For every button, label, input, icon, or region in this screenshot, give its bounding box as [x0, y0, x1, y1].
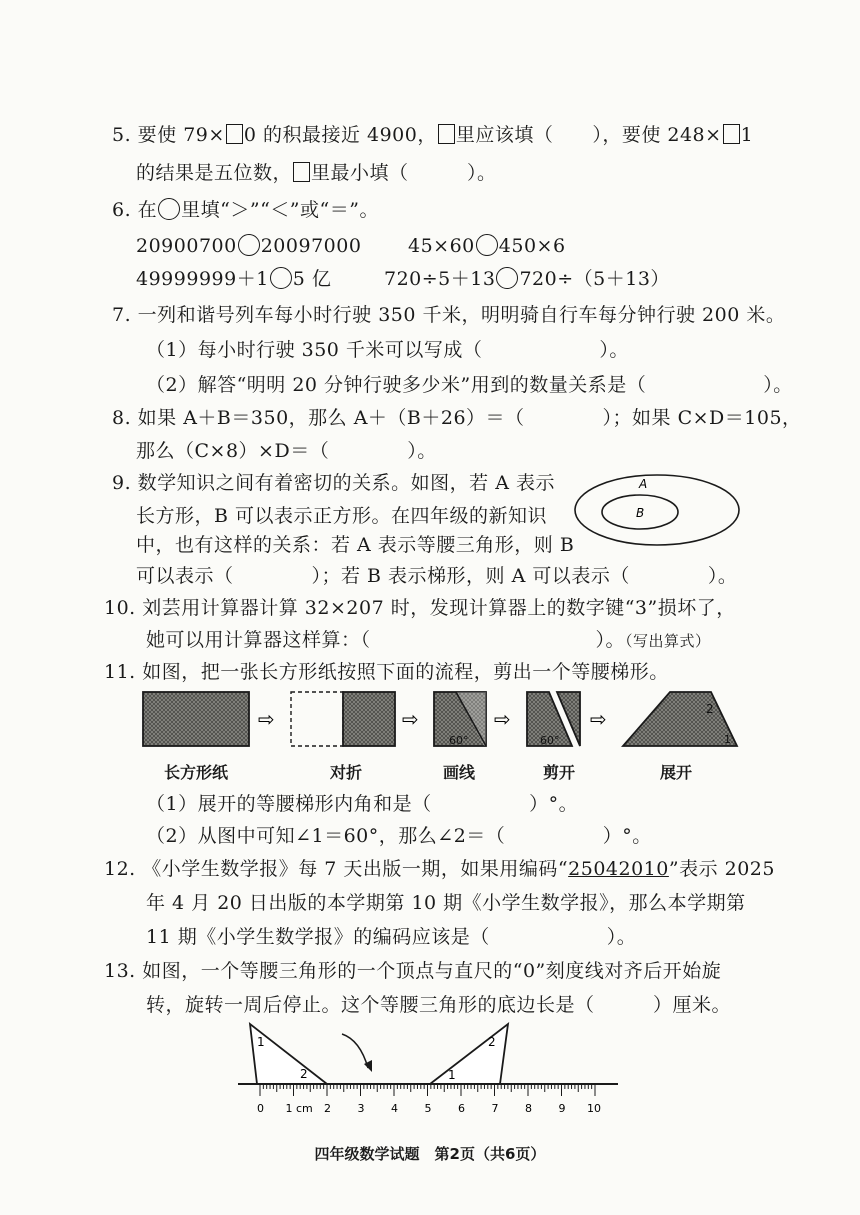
q5-line1 — [112, 122, 753, 148]
ruler-label: 10 — [587, 1102, 601, 1115]
q6-r2a — [136, 266, 331, 292]
q7-line2: （1）每小时行驶 350 千米可以写成（ ）。 — [146, 339, 629, 361]
fold-half — [343, 692, 395, 746]
ruler-label: 5 — [424, 1102, 432, 1115]
venn-label-b: B — [636, 506, 645, 520]
text: ”表示 2025 — [668, 858, 775, 880]
tri-angle-1-label: 1 — [448, 1068, 456, 1082]
arrow-icon: ⇨ — [258, 707, 275, 731]
text: 6. 在 — [112, 199, 158, 221]
ruler-label: 7 — [491, 1102, 499, 1115]
text: 里应该填（ ），要使 248× — [455, 124, 722, 146]
blank-box — [438, 124, 455, 144]
venn-diagram — [572, 470, 742, 550]
angle-label: 60° — [449, 734, 469, 747]
caption-draw: 画线 — [443, 763, 476, 782]
ruler-label: 3 — [357, 1102, 365, 1115]
q13-line2: 转，旋转一周后停止。这个等腰三角形的底边长是（ ）厘米。 — [146, 994, 732, 1016]
ruler-label: 9 — [558, 1102, 566, 1115]
q7-line3: （2）解答“明明 20 分钟行驶多少米”用到的数量关系是（ ）。 — [146, 374, 793, 396]
text: 里填“＞”“＜”或“＝”。 — [181, 199, 379, 221]
arrow-head-icon — [364, 1060, 372, 1072]
caption-cut: 剪开 — [543, 763, 576, 782]
triangle-rotated — [430, 1024, 508, 1084]
tri-angle-1-label: 1 — [257, 1035, 265, 1049]
q11-line1: 11. 如图，把一张长方形纸按照下面的流程，剪出一个等腰梯形。 — [104, 661, 669, 683]
arrow-icon: ⇨ — [590, 707, 607, 731]
ruler-label: 0 — [257, 1102, 264, 1115]
text: 720÷（5＋13） — [519, 268, 670, 290]
text: 720÷5＋13 — [384, 268, 496, 290]
isosceles-trapezoid — [623, 692, 737, 746]
ruler-labels — [257, 1102, 601, 1115]
fold-dashed — [291, 692, 343, 746]
q12-line2: 年 4 月 20 日出版的本学期第 10 期《小学生数学报》，那么本学期第 — [146, 892, 746, 914]
text: 她可以用计算器这样算：（ — [146, 629, 371, 651]
compare-circle — [476, 234, 498, 256]
caption-rect-paper: 长方形纸 — [164, 763, 229, 782]
paper-rect — [143, 692, 249, 746]
compare-circle — [496, 267, 518, 289]
q9-line4: 可以表示（ ）；若 B 表示梯形，则 A 可以表示（ ）。 — [136, 565, 738, 587]
q6-r1a — [136, 233, 361, 259]
q6-title — [112, 197, 379, 223]
code-underlined: 25042010 — [568, 858, 669, 880]
q8-line1: 8. 如果 A＋B＝350，那么 A＋（B＋26）＝（ ）；如果 C×D＝105， — [112, 407, 802, 429]
ruler-label: 1 cm — [285, 1102, 313, 1115]
text: 12. 《小学生数学报》每 7 天出版一期，如果用编码“ — [104, 858, 569, 880]
q13-line1: 13. 如图，一个等腰三角形的一个顶点与直尺的“0”刻度线对齐后开始旋 — [104, 960, 722, 982]
caption-fold: 对折 — [330, 763, 363, 782]
ruler-figure — [230, 1016, 630, 1121]
caption-unfold: 展开 — [660, 763, 693, 782]
arrow-icon: ⇨ — [402, 707, 419, 731]
outer-ellipse — [575, 475, 739, 545]
blank-box — [226, 124, 243, 144]
compare-circle — [270, 267, 292, 289]
angle-1-label: 1 — [724, 733, 731, 746]
hint: （写出算式） — [625, 632, 711, 650]
q7-line1: 7. 一列和谐号列车每小时行驶 350 千米，明明骑自行车每分钟行驶 200 米。 — [112, 304, 786, 326]
text: 的结果是五位数， — [136, 162, 293, 184]
text: 49999999＋1 — [136, 268, 269, 290]
rotate-arrow — [342, 1034, 368, 1068]
blank-box — [293, 162, 310, 182]
q6-r1b — [408, 233, 566, 259]
ruler-label: 2 — [324, 1102, 331, 1115]
text: 20900700 — [136, 235, 237, 257]
ruler-label: 8 — [525, 1102, 532, 1115]
text: 里最小填（ ）。 — [311, 162, 497, 184]
angle-label: 60° — [540, 734, 560, 747]
blank-box — [723, 124, 740, 144]
text: 45×60 — [408, 235, 475, 257]
compare-circle — [238, 234, 260, 256]
q12-line1 — [104, 856, 775, 882]
page-footer: 四年级数学试题 第2页（共6页） — [314, 1145, 546, 1163]
tri-angle-2-label: 2 — [488, 1035, 496, 1049]
arrow-icon: ⇨ — [494, 707, 511, 731]
q10-line2 — [146, 627, 711, 654]
triangle-start — [250, 1024, 327, 1084]
text: 5. 要使 79× — [112, 124, 225, 146]
q5-line2 — [136, 160, 497, 186]
text: 5 亿 — [292, 268, 332, 290]
q12-line3: 11 期《小学生数学报》的编码应该是（ ）。 — [146, 926, 637, 948]
text: 20097000 — [260, 235, 362, 257]
q9-line2: 长方形，B 可以表示正方形。在四年级的新知识 — [136, 505, 548, 527]
text: ）。 — [595, 629, 626, 651]
ruler-label: 4 — [391, 1102, 398, 1115]
q6-r2b — [384, 266, 670, 292]
text: 450×6 — [498, 235, 566, 257]
q9-line1: 9. 数学知识之间有着密切的关系。如图，若 A 表示 — [112, 472, 555, 494]
q8-line2: 那么（C×8）×D＝（ ）。 — [136, 440, 437, 462]
tri-angle-2-label: 2 — [300, 1067, 308, 1081]
text: 0 的积最接近 4900， — [243, 124, 437, 146]
text: 1 — [740, 124, 754, 146]
trapezoid-flow-figure — [140, 686, 740, 756]
q11-sub1: （1）展开的等腰梯形内角和是（ ）°。 — [146, 793, 579, 815]
q11-sub2: （2）从图中可知∠1＝60°，那么∠2＝（ ）°。 — [146, 825, 652, 847]
angle-2-label: 2 — [706, 702, 714, 716]
q9-line3: 中，也有这样的关系：若 A 表示等腰三角形，则 B — [136, 534, 575, 556]
q10-line1: 10. 刘芸用计算器计算 32×207 时，发现计算器上的数字键“3”损坏了， — [104, 597, 736, 619]
venn-label-a: A — [639, 477, 648, 491]
ruler-ticks — [260, 1084, 595, 1096]
compare-circle — [158, 198, 180, 220]
ruler-label: 6 — [458, 1102, 465, 1115]
